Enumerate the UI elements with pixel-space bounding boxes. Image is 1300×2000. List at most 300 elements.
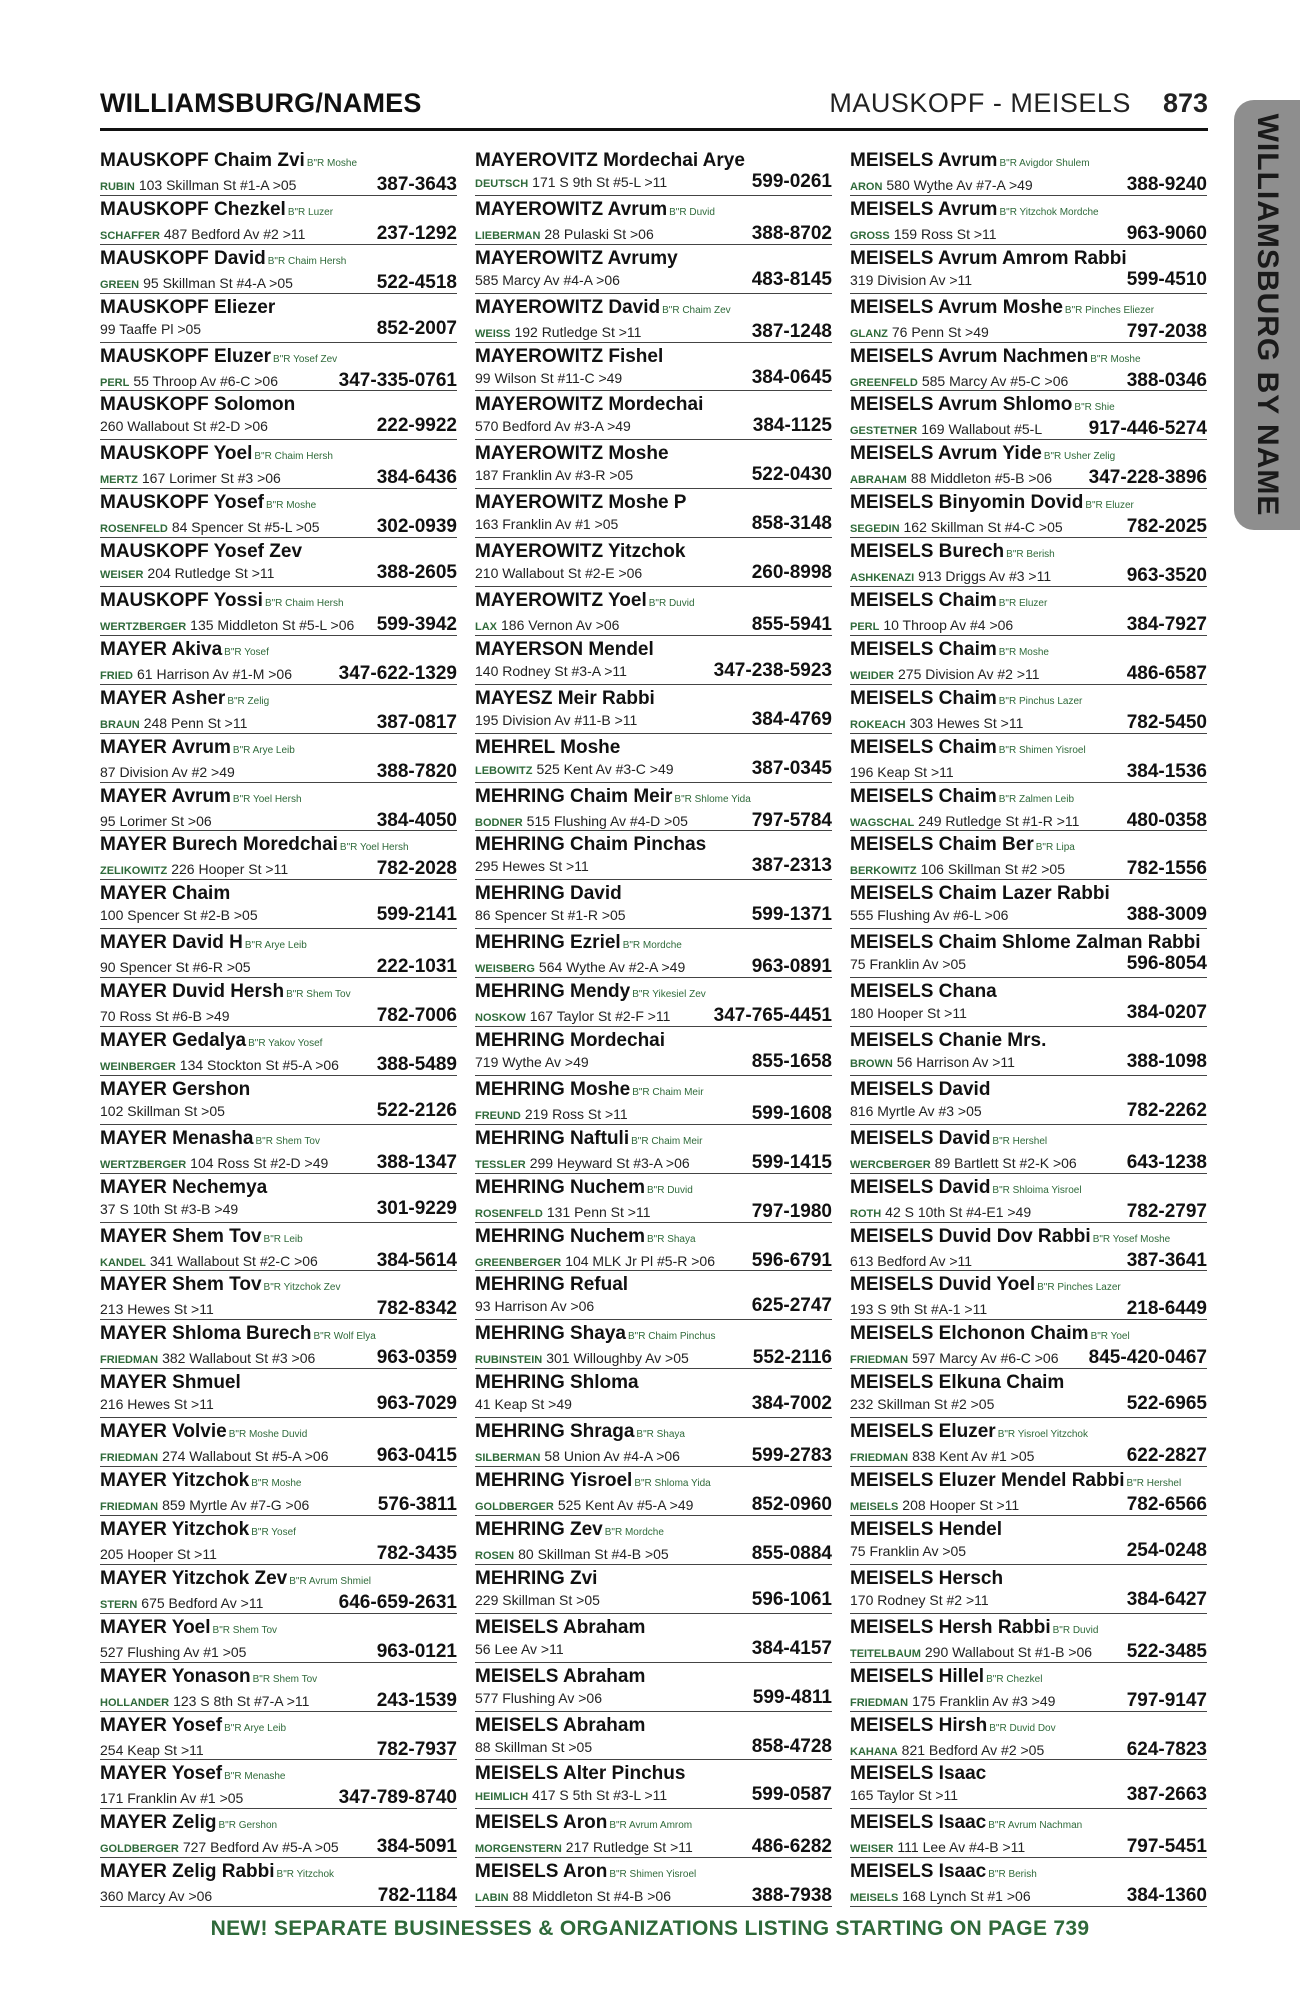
listing-phone: 797-5784 (751, 809, 832, 831)
listing-detail-line (100, 1199, 457, 1219)
listing-entry (100, 294, 457, 343)
listing-address-wrap (100, 1394, 371, 1414)
listing-phone: 384-4769 (751, 708, 832, 730)
listing-entry (850, 685, 1207, 734)
listing-name-line (475, 1323, 832, 1348)
listing-spouse-maiden-name: ROSENFELD (100, 523, 168, 536)
listing-address: 613 Bedford Av >11 (850, 1252, 973, 1269)
listing-spouse-maiden-name: GOLDBERGER (475, 1501, 554, 1514)
listing-spouse-maiden-name: WEISBERG (475, 963, 535, 976)
listing-address: 95 Skillman St #4-A >05 (143, 274, 293, 291)
listing-phone: 963-7029 (376, 1393, 457, 1415)
listing-name: MEISELS Abraham (475, 1616, 646, 1638)
listing-address-wrap (850, 615, 1121, 636)
listing-name: MAYER Zelig (100, 1812, 217, 1834)
listing-entry (475, 1712, 832, 1761)
listing-entry (100, 978, 457, 1027)
listing-address-wrap (850, 270, 1121, 290)
listing-father-name: B"R Arye Leib (224, 1722, 287, 1734)
listing-entry (475, 147, 832, 196)
listing-name: MAUSKOPF Yosef Zev (100, 541, 303, 563)
listing-phone: 387-3641 (1126, 1249, 1207, 1271)
listing-father-name: B"R Mordche (622, 940, 682, 952)
listing-address: 103 Skillman St #1-A >05 (138, 177, 297, 193)
listing-phone: 388-0346 (1126, 369, 1207, 391)
listing-name-line (850, 394, 1207, 419)
listing-address-wrap (100, 1495, 372, 1516)
listing-name: MEISELS Aron (475, 1861, 608, 1883)
listing-name-line (850, 883, 1207, 905)
listing-name: MAUSKOPF David (100, 247, 266, 269)
listing-address-wrap (475, 1251, 746, 1272)
listing-detail-line (475, 661, 832, 681)
listing-name-line (100, 1128, 457, 1153)
listing-detail-line (100, 1394, 457, 1414)
listing-spouse-maiden-name: GOLDBERGER (100, 1843, 179, 1856)
listing-father-name: B"R Moshe (1090, 353, 1141, 365)
listing-spouse-maiden-name: SEGEDIN (850, 523, 900, 536)
listing-address-wrap (475, 1394, 746, 1414)
listing-address-wrap (100, 905, 371, 925)
listing-address-wrap (475, 1348, 747, 1369)
listing-address: 88 Middleton St #4-B >06 (512, 1888, 671, 1905)
listing-father-name: B"R Moshe (251, 1478, 302, 1490)
listing-name-line (850, 932, 1207, 954)
listing-detail-line (475, 957, 832, 978)
listing-address: 675 Bedford Av >11 (141, 1594, 264, 1611)
listing-entry (850, 343, 1207, 392)
listing-detail-line (475, 1688, 832, 1708)
listing-phone: 347-335-0761 (338, 369, 457, 391)
listing-entry (850, 196, 1207, 245)
listing-father-name: B"R Moshe (998, 646, 1049, 658)
listing-entry (100, 1271, 457, 1320)
listing-name-line (850, 1568, 1207, 1590)
listing-detail-line (475, 172, 832, 194)
listing-name-line (100, 639, 457, 664)
listing-name-line (475, 248, 832, 270)
listing-address-wrap (850, 1495, 1121, 1516)
listing-name: MEISELS Eluzer Mendel Rabbi (850, 1470, 1125, 1492)
listing-address-wrap (475, 811, 746, 832)
listing-entry (100, 1516, 457, 1565)
listing-name-line (475, 737, 832, 759)
listing-detail-line (100, 1055, 457, 1076)
listing-name: MEISELS Chanie Mrs. (850, 1030, 1047, 1052)
listing-name: MEHREL Moshe (475, 736, 621, 758)
listing-name: MAYER Volvie (100, 1421, 227, 1443)
listing-spouse-maiden-name: PERL (850, 621, 880, 634)
listing-father-name: B"R Lipa (1035, 842, 1075, 854)
listing-address: 213 Hewes St >11 (100, 1301, 214, 1318)
listing-spouse-maiden-name: WEISER (850, 1843, 894, 1856)
listing-spouse-maiden-name: MEISELS (850, 1892, 899, 1905)
listing-phone: 384-1536 (1126, 760, 1207, 782)
listing-phone: 782-3435 (376, 1542, 457, 1564)
listing-spouse-maiden-name: FRIEDMAN (850, 1354, 909, 1367)
listing-name-line (475, 1568, 832, 1590)
listing-father-name: B"R Avrum Amrom (609, 1820, 693, 1832)
listing-address: 487 Bedford Av #2 >11 (163, 225, 306, 242)
listing-name: MEHRING Ezriel (475, 932, 621, 954)
listing-detail-line (850, 419, 1207, 440)
listing-phone: 782-2028 (376, 858, 457, 880)
listing-entry (475, 831, 832, 880)
listing-name-line (100, 394, 457, 416)
listing-name-line (100, 1861, 457, 1886)
listing-name-line (475, 199, 832, 224)
listing-name: MEHRING Zvi (475, 1567, 598, 1589)
listing-address-wrap (475, 1202, 746, 1223)
listing-name-line (100, 1812, 457, 1837)
listing-name: MAYER Yosef (100, 1714, 223, 1736)
listing-father-name: B"R Gershon (218, 1820, 278, 1832)
listing-father-name: B"R Duvid (646, 1184, 693, 1196)
listing-address: 93 Harrison Av >06 (475, 1298, 595, 1315)
listing-address-wrap (850, 1691, 1121, 1712)
listing-address-wrap (100, 273, 371, 294)
listing-detail-line (850, 1251, 1207, 1271)
listing-name: MEISELS Hersch (850, 1567, 1004, 1589)
listing-detail-line (475, 1886, 832, 1907)
listing-address-wrap (850, 1251, 1121, 1271)
listing-address: 232 Skillman St #2 >05 (850, 1396, 995, 1413)
listing-father-name: B"R Eluzer (1085, 500, 1134, 512)
listing-address: 165 Taylor St >11 (850, 1787, 959, 1804)
listing-address: 102 Skillman St >05 (100, 1102, 225, 1119)
listing-address-wrap (475, 368, 746, 388)
listing-name-line (100, 492, 457, 517)
listing-detail-line (475, 856, 832, 876)
listing-father-name: B"R Shem Tov (286, 989, 351, 1001)
listing-detail-line (100, 1837, 457, 1858)
listing-name: MEHRING Nuchem (475, 1176, 645, 1198)
listing-detail-line (100, 1006, 457, 1026)
listing-entry (850, 1760, 1207, 1809)
listing-name: MAYER Yitzchok (100, 1518, 250, 1540)
listing-address-wrap (100, 563, 371, 585)
listing-detail-line (850, 615, 1207, 636)
listing-name-line (100, 883, 457, 905)
listing-name: MEISELS Avrum Nachmen (850, 345, 1089, 367)
listing-phone: 486-6587 (1126, 662, 1207, 684)
page-header-right (829, 88, 1208, 119)
listing-address: 99 Wilson St #11-C >49 (475, 369, 623, 386)
listing-name: MEISELS Binyomin Dovid (850, 492, 1084, 514)
listing-name-line (100, 1470, 457, 1495)
listing-address: 106 Skillman St #2 >05 (920, 861, 1065, 878)
listing-address-wrap (475, 759, 746, 781)
listing-detail-line (475, 1104, 832, 1125)
listing-father-name: B"R Shie (1074, 402, 1115, 414)
listing-phone: 384-0645 (751, 366, 832, 388)
listing-name-line (475, 883, 832, 905)
listing-phone: 599-1608 (751, 1102, 832, 1124)
listing-name: MEHRING Mordechai (475, 1030, 666, 1052)
listing-address-wrap (850, 175, 1121, 196)
listing-phone: 347-238-5923 (713, 659, 832, 681)
listing-name: MEISELS Avrum (850, 198, 998, 220)
listing-address-wrap (850, 1886, 1121, 1907)
listing-name: MAUSKOPF Chaim Zvi (100, 150, 305, 171)
listing-address-wrap (850, 859, 1121, 880)
listing-detail-line (850, 859, 1207, 880)
listing-address-wrap (475, 172, 746, 194)
listing-father-name: B"R Yoel Hersh (232, 793, 302, 805)
listing-phone: 388-1098 (1126, 1051, 1207, 1073)
listing-phone: 858-3148 (751, 513, 832, 535)
listing-address-wrap (850, 1202, 1121, 1223)
listing-name: MAYER Shem Tov (100, 1274, 262, 1296)
listing-name: MEHRING Chaim Pinchas (475, 834, 707, 856)
listing-address: 140 Rodney St #3-A >11 (475, 662, 627, 679)
listing-detail-line (100, 273, 457, 294)
listing-entry (100, 245, 457, 294)
listing-address: 226 Hooper St >11 (171, 861, 289, 878)
listing-name: MEHRING Moshe (475, 1078, 631, 1100)
listing-detail-line (100, 1101, 457, 1121)
listing-entry (100, 880, 457, 929)
listing-name: MAYER Gedalya (100, 1030, 247, 1052)
listing-father-name: B"R Shaya (646, 1233, 696, 1245)
listing-name-line (475, 1470, 832, 1495)
listing-address: 913 Driggs Av #3 >11 (918, 568, 1052, 585)
listing-address-wrap (100, 664, 333, 685)
listing-name-line (850, 834, 1207, 859)
listing-name-line (850, 1226, 1207, 1251)
listing-spouse-maiden-name: SCHAFFER (100, 229, 160, 242)
listing-detail-line (100, 563, 457, 585)
listing-name: MAYER Yitzchok (100, 1470, 250, 1492)
listing-name: MAUSKOPF Eluzer (100, 345, 272, 367)
listing-detail-line (850, 1003, 1207, 1023)
listing-detail-line (850, 1446, 1207, 1467)
listing-name: MAYER Yonason (100, 1665, 251, 1687)
listing-address-wrap (475, 1052, 746, 1072)
listing-name: MEISELS Chaim (850, 736, 997, 758)
listing-detail-line (850, 224, 1207, 245)
listing-name: MEHRING Yisroel (475, 1470, 633, 1492)
listing-father-name: B"R Chaim Hersh (264, 598, 344, 610)
listing-father-name: B"R Avrum Nachman (988, 1820, 1083, 1832)
listing-phone: 222-9922 (376, 415, 457, 437)
listing-phone: 388-2605 (376, 562, 457, 584)
listing-name: MEHRING Mendy (475, 981, 631, 1003)
listing-phone: 576-3811 (377, 1494, 457, 1516)
listing-name: MEHRING Zev (475, 1518, 603, 1540)
listing-father-name: B"R Chaim Hersh (254, 451, 333, 463)
listing-name-line (100, 1274, 457, 1299)
listing-entry (100, 1712, 457, 1761)
listing-father-name: B"R Duvid (648, 598, 695, 610)
listing-address-wrap (850, 468, 1083, 489)
listing-address-wrap (850, 224, 1121, 245)
listing-detail-line (475, 1544, 832, 1565)
listing-address: 186 Vernon Av >06 (501, 617, 620, 634)
listing-detail-line (100, 1788, 457, 1808)
listing-detail-line (850, 1495, 1207, 1516)
listing-name-line (850, 1079, 1207, 1101)
listing-address-wrap (850, 1153, 1121, 1174)
listing-name-line (475, 150, 832, 172)
listing-name: MEHRING David (475, 883, 622, 905)
listing-entry (850, 1858, 1207, 1907)
listing-name: MEISELS Avrum Moshe (850, 296, 1063, 318)
listing-address-wrap (850, 664, 1121, 685)
listing-spouse-maiden-name: GREEN (100, 278, 140, 291)
listing-detail-line (850, 175, 1207, 196)
listing-name-line (475, 1763, 832, 1785)
listing-father-name: B"R Chezkel (986, 1673, 1043, 1685)
listing-name-line (475, 1274, 832, 1296)
listing-phone: 384-4157 (751, 1637, 832, 1659)
listing-address-wrap (475, 1590, 746, 1610)
listing-phone: 963-0891 (751, 956, 832, 978)
listing-entry (850, 538, 1207, 587)
listing-name: MEISELS Hirsh (850, 1714, 988, 1736)
listing-name: MAYESZ Meir Rabbi (475, 687, 655, 709)
listing-detail-line (100, 1691, 457, 1712)
listing-name: MEISELS Abraham (475, 1665, 646, 1687)
listing-address: 303 Hewes St >11 (909, 714, 1024, 731)
listing-phone: 782-7937 (376, 1738, 457, 1760)
listing-address-wrap (100, 1055, 371, 1076)
listing-address: 219 Ross St >11 (524, 1105, 628, 1122)
listing-spouse-maiden-name: FRIEDMAN (100, 1354, 159, 1367)
listing-phone: 596-1061 (751, 1588, 832, 1610)
listing-address-wrap (850, 1837, 1121, 1858)
listing-spouse-maiden-name: RUBIN (100, 181, 135, 193)
listing-detail-line (850, 713, 1207, 734)
listing-phone: 347-622-1329 (338, 662, 457, 684)
listing-name: MEISELS Abraham (475, 1714, 646, 1736)
listing-address: 95 Lorimer St >06 (100, 812, 212, 829)
listing-name: MAYER Zelig Rabbi (100, 1861, 275, 1883)
listing-entry (850, 1418, 1207, 1467)
listing-name-line (100, 346, 457, 371)
listing-spouse-maiden-name: GESTETNER (850, 425, 918, 438)
listing-entry (850, 1076, 1207, 1125)
listing-name-line (850, 786, 1207, 811)
listing-address: 208 Hooper St >11 (902, 1497, 1020, 1514)
listing-address-wrap (100, 1691, 371, 1712)
listing-address-wrap (100, 1837, 371, 1858)
listing-entry (850, 1809, 1207, 1858)
listing-spouse-maiden-name: MORGENSTERN (475, 1843, 562, 1856)
listing-name-line (850, 639, 1207, 664)
listing-father-name: B"R Hershel (1126, 1478, 1182, 1490)
listing-name-line (475, 492, 832, 514)
listing-name: MAYERSON Mendel (475, 638, 654, 660)
listing-phone: 858-4728 (751, 1735, 832, 1757)
listing-spouse-maiden-name: LIEBERMAN (475, 229, 541, 242)
listing-detail-line (100, 664, 457, 685)
footer-notice: NEW! SEPARATE BUSINESSES & ORGANIZATIONS LISTING STARTING ON PAGE 739 (210, 1917, 1090, 1940)
listing-father-name: B"R Duvid (669, 206, 715, 218)
page-number: 873 (1162, 88, 1208, 118)
listing-entry (100, 1223, 457, 1272)
listing-detail-line (100, 175, 457, 196)
listing-father-name: B"R Yitzchok Zev (263, 1282, 341, 1294)
listing-address: 555 Flushing Av #6-L >06 (850, 907, 1009, 924)
listing-father-name: B"R Leib (263, 1233, 303, 1245)
listing-name: MAUSKOPF Eliezer (100, 296, 276, 318)
listing-name-line (850, 1128, 1207, 1153)
section-title: WILLIAMSBURG/NAMES (100, 88, 422, 118)
listing-detail-line (100, 1740, 457, 1760)
listing-spouse-maiden-name: WAGSCHAL (850, 816, 915, 829)
listing-address: 525 Kent Av #3-C >49 (536, 760, 674, 777)
listing-name: MEISELS Duvid Yoel (850, 1274, 1036, 1296)
listing-name: MAYER Shem Tov (100, 1225, 262, 1247)
listing-phone: 237-1292 (376, 222, 457, 244)
listing-address: 859 Myrtle Av #7-G >06 (162, 1497, 310, 1514)
listing-name-line (475, 1421, 832, 1446)
listing-address-wrap (100, 1642, 371, 1662)
listing-address: 37 S 10th St #3-B >49 (100, 1200, 239, 1217)
listing-name-line (475, 1617, 832, 1639)
listing-address-wrap (475, 322, 746, 343)
listing-address: 727 Bedford Av #5-A >05 (182, 1839, 339, 1856)
listing-address: 41 Keap St >49 (475, 1396, 572, 1413)
listing-address: 229 Skillman St >05 (475, 1591, 600, 1608)
listing-name-line (100, 981, 457, 1006)
listing-address-wrap (850, 1740, 1121, 1761)
listing-address: 275 Division Av #2 >11 (898, 665, 1040, 682)
listing-spouse-maiden-name: PERL (100, 376, 130, 389)
listing-name-line (850, 1812, 1207, 1837)
listing-name-line (475, 1079, 832, 1104)
listing-spouse-maiden-name: WEIDER (850, 669, 894, 682)
listing-name-line (475, 1666, 832, 1688)
listing-address-wrap (100, 319, 371, 339)
listing-spouse-maiden-name: FRIEDMAN (100, 1452, 159, 1465)
listing-address-wrap (100, 371, 333, 392)
listing-address-wrap (850, 1299, 1121, 1319)
listing-spouse-maiden-name: FRIEDMAN (850, 1452, 909, 1465)
listing-detail-line (850, 811, 1207, 832)
listing-phone: 387-3643 (376, 174, 457, 195)
listing-address-wrap (475, 957, 746, 978)
listing-address-wrap (850, 905, 1121, 925)
listing-address: 193 S 9th St #A-1 >11 (850, 1301, 988, 1318)
listing-name: MEISELS Isaac (850, 1861, 987, 1883)
listing-name-line (100, 688, 457, 713)
listing-detail-line (475, 1296, 832, 1316)
listing-address: 204 Rutledge St >11 (147, 565, 275, 582)
listing-address: 838 Kent Av #1 >05 (912, 1448, 1035, 1465)
listing-spouse-maiden-name: ROTH (850, 1207, 882, 1220)
listing-entry (850, 1223, 1207, 1272)
listing-detail-line (850, 1299, 1207, 1319)
listing-father-name: B"R Berish (1006, 549, 1055, 561)
listing-name-line (850, 150, 1207, 175)
listing-entry (475, 294, 832, 343)
listing-phone: 388-3009 (1126, 904, 1207, 926)
listing-entry (100, 636, 457, 685)
listing-phone: 388-8702 (751, 222, 832, 244)
listing-entry (100, 1467, 457, 1516)
listing-address-wrap (475, 1153, 746, 1174)
listing-detail-line (100, 371, 457, 392)
listing-phone: 387-0817 (376, 711, 457, 733)
listing-entry (475, 343, 832, 392)
listing-address: 216 Hewes St >11 (100, 1396, 214, 1413)
listing-address: 525 Kent Av #5-A >49 (557, 1497, 694, 1514)
listing-address: 90 Spencer St #6-R >05 (100, 959, 251, 976)
listing-detail-line (850, 1691, 1207, 1712)
listing-spouse-maiden-name: STERN (100, 1598, 138, 1611)
